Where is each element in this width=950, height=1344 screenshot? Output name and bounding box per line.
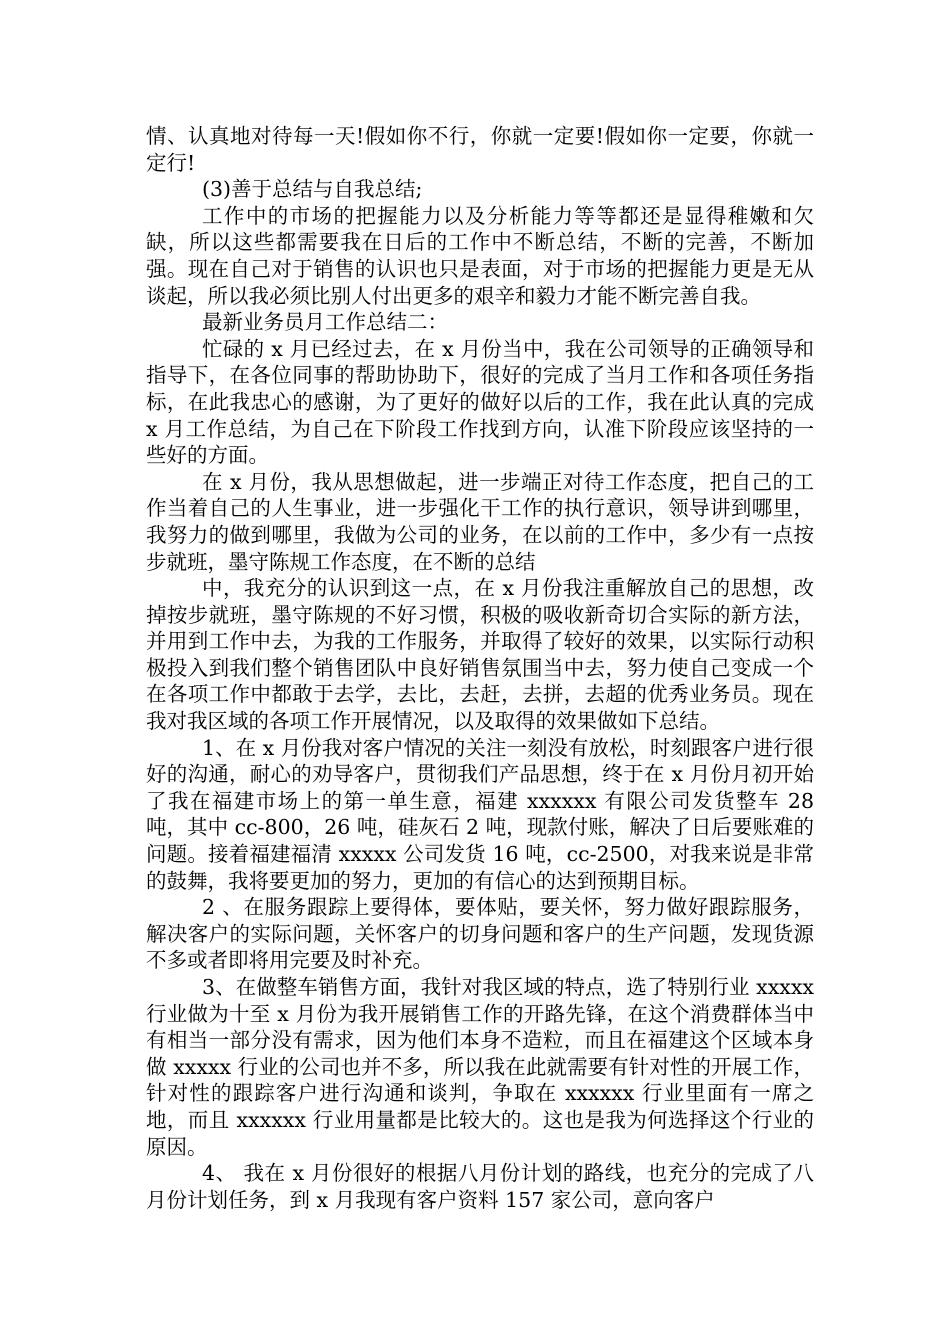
paragraph-intro: 忙碌的 x 月已经过去，在 x 月份当中，我在公司领导的正确领导和指导下，在各位同事的帮助协助下，很好的完成了当月工作和各项任务指标，在此我忠心的感谢，为了更好的做好以后的工作，我在此认真的完成 x 月工作总结，为自己在下阶段工作找到方向，认准下阶段应该坚持的一些好的方面。 [146, 336, 814, 468]
paragraph-attitude: 在 x 月份，我从思想做起，进一步端正对待工作态度，把自己的工作当着自己的人生事业，进一步强化干工作的执行意识，领导讲到哪里，我努力的做到哪里，我做为公司的业务，在以前的工作中，多少有一点按步就班，墨守陈规工作态度，在不断的总结 [146, 469, 814, 574]
document-body [146, 123, 814, 1213]
paragraph-continuation: 情、认真地对待每一天!假如你不行，你就一定要!假如你一定要，你就一定行! [146, 124, 814, 175]
list-item-2: 2 、在服务跟踪上要得体，要体贴，要关怀，努力做好跟踪服务，解决客户的实际问题，关怀客户的切身问题和客户的生产问题，发现货源不多或者即将用完要及时补充。 [146, 895, 814, 973]
list-item-4: 4、 我在 x 月份很好的根据八月份计划的路线，也充分的完成了八月份计划任务，到 x 月我现有客户资料 157 家公司，意向客户 [146, 1161, 814, 1212]
list-item-1: 1、在 x 月份我对客户情况的关注一刻没有放松，时刻跟客户进行很好的沟通，耐心的劝导客户，贯彻我们产品思想，终于在 x 月份月初开始了我在福建市场上的第一单生意，福建 xxxxxx 有限公司发货整车 28 吨，其中 cc-800，26 吨，硅灰石 2 吨，现款付账，解决了日后要账难的问题。接着福建福清 xxxxx 公司发货 16 吨，cc-2500，对我来说是非常的鼓舞，我将要更加的努力，更加的有信心的达到预期目标。 [146, 735, 814, 893]
paragraph-reflection: 中，我充分的认识到这一点，在 x 月份我注重解放自己的思想，改掉按步就班，墨守陈规的不好习惯，积极的吸收新奇切合实际的新方法，并用到工作中去，为我的工作服务，并取得了较好的效果，以实际行动积极投入到我们整个销售团队中良好销售氛围当中去，努力使自己变成一个在各项工作中都敢于去学，去比，去赶，去拼，去超的优秀业务员。现在我对我区域的各项工作开展情况，以及取得的效果做如下总结。 [146, 576, 814, 734]
section-title-summary-two: 最新业务员月工作总结二： [202, 310, 448, 335]
list-item-3: 3、在做整车销售方面，我针对我区域的特点，选了特别行业 xxxxx 行业做为十至 x 月份为我开展销售工作的开路先锋，在这个消费群体当中有相当一部分没有需求，因为他们本身不造粒，而且在福建这个区域本身做 xxxxx 行业的公司也并不多，所以我在此就需要有针对性的开展工作，针对性的跟踪客户进行沟通和谈判，争取在 xxxxxx 行业里面有一席之地，而且 xxxxxx 行业用量都是比较大的。这也是我为何选择这个行业的原因。 [146, 975, 814, 1159]
paragraph-summary-ability: 工作中的市场的把握能力以及分析能力等等都还是显得稚嫩和欠缺，所以这些都需要我在日后的工作中不断总结，不断的完善，不断加强。现在自己对于销售的认识也只是表面，对于市场的把握能力更是无从谈起，所以我必须比别人付出更多的艰辛和毅力才能不断完善自我。 [146, 203, 814, 308]
paragraph-heading-3: (3)善于总结与自我总结; [202, 177, 423, 202]
